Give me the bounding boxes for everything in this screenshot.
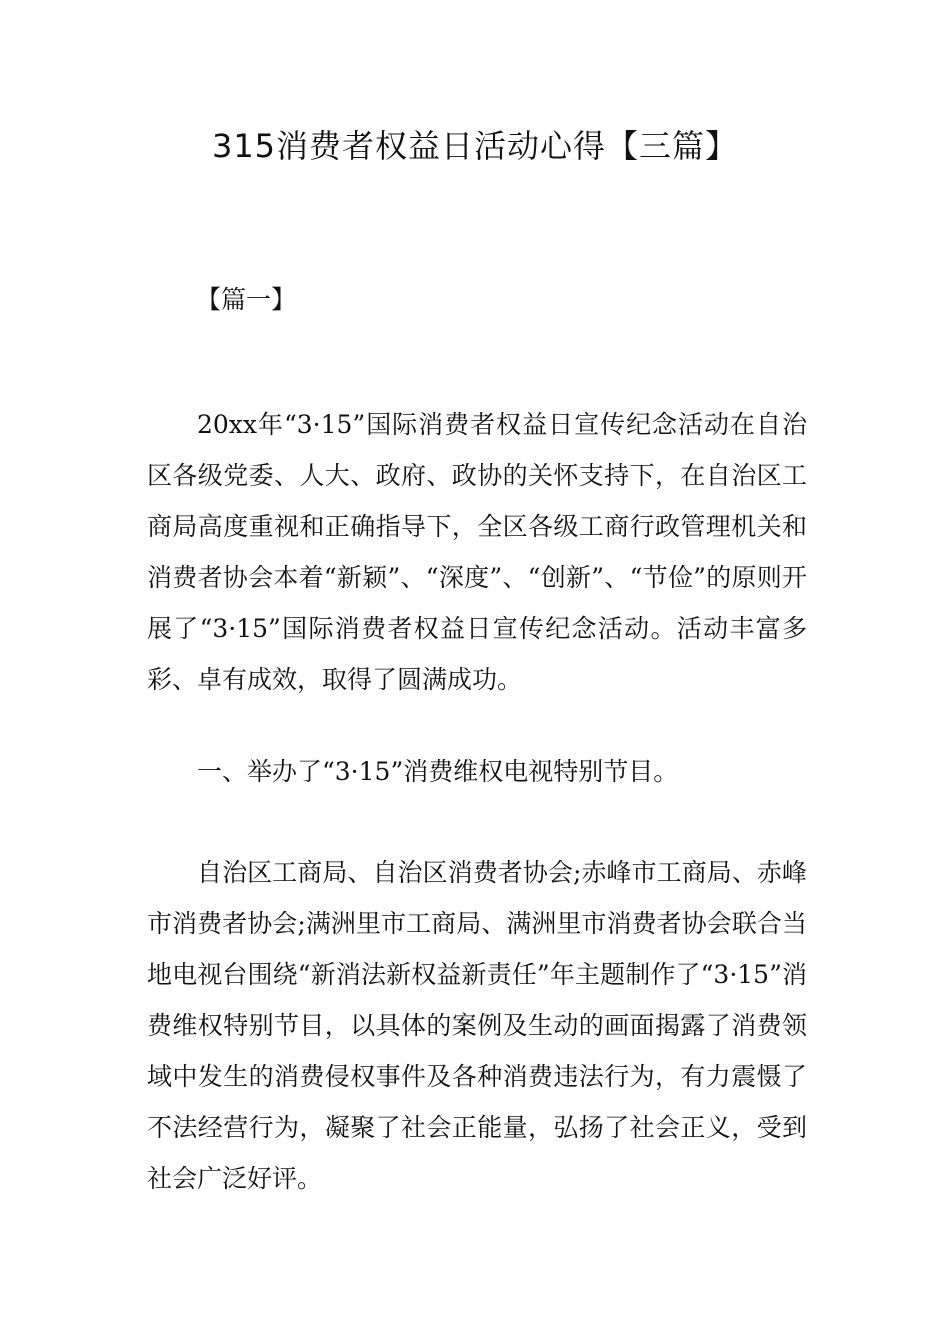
body-paragraph-heading-1: 一、举办了“3·15”消费维权电视特别节目。 [197, 757, 679, 786]
body-paragraph-detail: 自治区工商局、自治区消费者协会;赤峰市工商局、赤峰市消费者协会;满洲里市工商局、满洲里市消费者协会联合当地电视台围绕“新消法新权益新责任”年主题制作了“3·15”消费维权特别节目，以具体的案例及生动的画面揭露了消费领域中发生的消费侵权事件及各种消费违法行为，有力震慑了不法经营行为，凝聚了社会正能量，弘扬了社会正义，受到社会广泛好评。 [147, 858, 807, 1193]
section-heading: 【篇一】 [196, 285, 297, 314]
body-paragraph-intro: 20xx年“3·15”国际消费者权益日宣传纪念活动在自治区各级党委、人大、政府、政协的关怀支持下，在自治区工商局高度重视和正确指导下，全区各级工商行政管理机关和消费者协会本着“新颖”、“深度”、“创新”、“节俭”的原则开展了“3·15”国际消费者权益日宣传纪念活动。活动丰富多彩、卓有成效，取得了圆满成功。 [147, 410, 807, 694]
document-title: 315消费者权益日活动心得【三篇】 [211, 127, 739, 165]
